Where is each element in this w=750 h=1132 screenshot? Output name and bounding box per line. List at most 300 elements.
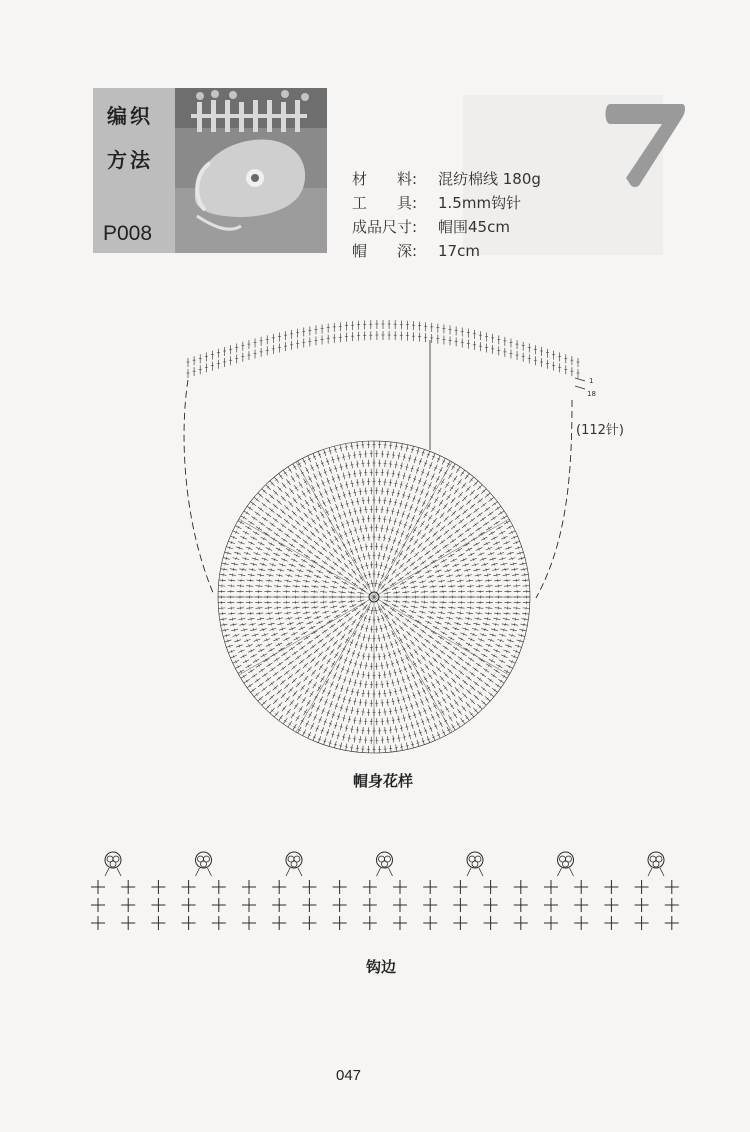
stitch-crossbar	[269, 664, 271, 667]
stitch-crossbar	[421, 669, 424, 671]
stitch-crossbar	[287, 657, 289, 659]
stitch-crossbar	[470, 658, 472, 661]
stitch-crossbar	[353, 701, 356, 702]
stitch-crossbar	[363, 556, 366, 557]
stitch-crossbar	[234, 629, 235, 632]
stitch-crossbar	[317, 517, 319, 519]
spec-size-value: 帽围45cm	[438, 218, 510, 236]
picot-icon	[286, 852, 302, 876]
stitch-crossbar	[443, 493, 445, 495]
stitch-crossbar	[345, 728, 348, 729]
stitch-crossbar	[423, 606, 424, 609]
stitch-crossbar	[289, 723, 292, 725]
stitch-crossbar	[415, 625, 417, 627]
stitch-crossbar	[348, 493, 351, 494]
stitch-crossbar	[482, 674, 484, 676]
stitch-crossbar	[234, 563, 235, 566]
stitch-crossbar	[324, 561, 326, 563]
stitch-crossbar	[418, 532, 420, 534]
stitch-crossbar	[339, 746, 342, 747]
stitch-crossbar	[354, 511, 357, 512]
stitch-crossbar	[306, 690, 308, 692]
stitch-crossbar	[414, 586, 415, 589]
stitch-crossbar	[430, 636, 432, 638]
stitch-crossbar	[315, 585, 316, 588]
stitch-crossbar	[351, 710, 354, 711]
stitch-crossbar	[306, 611, 307, 614]
stitch-crossbar	[299, 484, 302, 486]
band-side-left	[184, 380, 214, 595]
spec-size-label: 成品尺寸:	[352, 218, 418, 236]
stitch-crossbar	[462, 720, 464, 722]
stitch-crossbar	[310, 693, 313, 695]
picot-icon	[105, 852, 121, 876]
stitch-crossbar	[414, 605, 415, 608]
stitch-crossbar	[351, 483, 354, 484]
spec-material-label: 材 料:	[352, 170, 418, 188]
stitch-crossbar	[478, 617, 479, 620]
stitch-crossbar	[452, 652, 454, 654]
stitch-crossbar	[315, 606, 316, 609]
stitch-crossbar	[407, 645, 409, 647]
stitch-crossbar	[396, 562, 398, 564]
stitch-crossbar	[486, 623, 487, 626]
stitch-crossbar	[233, 623, 234, 626]
stitch-crossbar	[294, 540, 296, 542]
crown-caption: 帽身花样	[353, 772, 414, 790]
stitch-crossbar	[487, 574, 488, 577]
stitch-crossbar	[333, 605, 334, 608]
spec-depth-value: 17cm	[438, 242, 480, 260]
stitch-crossbar	[351, 591, 352, 594]
stitch-crossbar	[342, 457, 345, 458]
stitch-crossbar	[391, 682, 394, 683]
stitch-crossbar	[377, 619, 380, 620]
stitch-crossbar	[342, 476, 345, 477]
spec-tool-label: 工 具:	[352, 194, 418, 212]
stitch-crossbar	[406, 448, 409, 449]
stitch-crossbar	[430, 556, 432, 558]
stitch-crossbar	[345, 447, 348, 448]
stitch-crossbar	[328, 660, 330, 662]
stitch-count-label: (112针)	[576, 423, 624, 438]
band-side-right	[536, 400, 572, 598]
stitch-crossbar	[513, 563, 514, 566]
stitch-crossbar	[362, 656, 365, 657]
row-marker-bottom: 18	[587, 390, 596, 398]
stitch-crossbar	[469, 579, 470, 582]
stitch-crossbar	[340, 727, 343, 728]
stitch-crossbar	[309, 551, 311, 553]
stitch-crossbar	[403, 737, 406, 738]
stitch-crossbar	[292, 478, 294, 480]
stitch-crossbar	[397, 474, 400, 475]
stitch-crossbar	[345, 466, 348, 467]
spec-material-value: 混纺棉线 180g	[438, 170, 541, 188]
stitch-crossbar	[340, 467, 343, 468]
stitch-crossbar	[345, 709, 348, 710]
stitch-crossbar	[482, 518, 484, 520]
stitch-crossbar	[485, 522, 487, 525]
stitch-crossbar	[463, 539, 465, 542]
stitch-crossbar	[338, 645, 340, 647]
stitch-crossbar	[272, 668, 274, 670]
stitch-crossbar	[407, 547, 409, 549]
stitch-crossbar	[303, 699, 305, 701]
stitch-crossbar	[437, 551, 439, 553]
stitch-crossbar	[224, 623, 225, 626]
picot-icon	[558, 852, 574, 876]
stitch-crossbar	[487, 617, 488, 620]
stitch-crossbar	[365, 628, 368, 629]
stitch-crossbar	[224, 568, 225, 571]
stitch-crossbar	[459, 617, 460, 620]
stitch-crossbar	[261, 522, 263, 525]
stitch-crossbar	[478, 574, 479, 577]
stitch-crossbar	[432, 508, 434, 510]
stitch-crossbar	[386, 665, 389, 666]
stitch-crossbar	[429, 675, 431, 677]
stitch-crossbar	[360, 615, 362, 617]
stitch-crossbar	[348, 700, 351, 701]
stitch-crossbar	[284, 539, 286, 542]
stitch-crossbar	[335, 538, 338, 540]
stitch-crossbar	[407, 619, 409, 621]
stitch-crossbar	[368, 619, 371, 620]
stitch-crossbar	[505, 568, 506, 571]
stitch-crossbar	[389, 692, 392, 693]
stitch-crossbar	[225, 629, 226, 632]
stitch-crossbar	[435, 693, 438, 695]
stitch-crossbar	[354, 682, 357, 683]
stitch-crossbar	[324, 585, 325, 588]
stitch-crossbar	[354, 583, 356, 585]
label-line-1: 编织	[107, 104, 153, 128]
stitch-crossbar	[451, 705, 453, 707]
stitch-crossbar	[422, 630, 424, 632]
stitch-crossbar	[328, 532, 330, 534]
stitch-crossbar	[348, 474, 351, 475]
stitch-crossbar	[451, 487, 453, 489]
stitch-crossbar	[348, 719, 351, 720]
stitch-crossbar	[287, 579, 288, 582]
stitch-crossbar	[313, 508, 315, 510]
stitch-crossbar	[362, 538, 365, 539]
stitch-crossbar	[287, 481, 289, 483]
row-marker-top: 1	[589, 377, 594, 385]
stitch-crossbar	[397, 719, 400, 720]
stitch-crossbar	[389, 520, 392, 521]
stitch-crossbar	[454, 478, 456, 480]
stitch-crossbar	[261, 623, 262, 626]
stitch-crossbar	[389, 674, 392, 675]
stitch-crossbar	[524, 623, 525, 626]
stitch-crossbar	[347, 578, 349, 580]
stitch-crossbar	[397, 700, 400, 701]
stitch-crossbar	[357, 520, 360, 521]
stitch-crossbar	[400, 484, 403, 485]
stitch-crossbar	[462, 472, 464, 474]
stitch-crossbar	[302, 646, 304, 648]
stitch-crossbar	[392, 583, 394, 585]
stitch-crossbar	[289, 574, 290, 577]
stitch-crossbar	[324, 630, 326, 632]
stitch-crossbar	[278, 612, 279, 615]
stitch-crossbar	[287, 612, 288, 615]
stitch-crossbar	[468, 617, 469, 620]
edging-chart	[91, 852, 679, 930]
stitch-crossbar	[270, 574, 271, 577]
stitch-crossbar	[348, 456, 351, 457]
stitch-crossbar	[292, 714, 294, 716]
stitch-crossbar	[284, 720, 286, 722]
stitch-crossbar	[284, 472, 286, 474]
stitch-crossbar	[377, 574, 380, 575]
stitch-crossbar	[270, 617, 271, 620]
stitch-crossbar	[276, 658, 278, 661]
stitch-crossbar	[261, 669, 263, 672]
stitch-crossbar	[253, 674, 255, 677]
stitch-crossbar	[347, 614, 349, 616]
spec-depth-label: 帽 深:	[352, 242, 418, 260]
stitch-crossbar	[490, 679, 492, 681]
picot-icon	[648, 852, 664, 876]
stitch-crossbar	[339, 448, 342, 449]
edging-caption: 钩边	[366, 958, 397, 976]
stitch-crossbar	[422, 561, 424, 563]
stitch-crossbar	[351, 691, 354, 692]
stitch-crossbar	[324, 523, 327, 525]
stitch-crossbar	[257, 512, 259, 514]
stitch-crossbar	[359, 665, 362, 666]
stitch-crossbar	[446, 484, 449, 486]
stitch-crossbar	[278, 579, 279, 582]
stitch-crossbar	[331, 567, 333, 569]
stitch-crossbar	[394, 483, 397, 484]
stitch-crossbar	[460, 657, 462, 659]
stitch-crossbar	[351, 502, 354, 503]
stitch-crossbar	[451, 612, 452, 615]
stitch-crossbar	[433, 606, 434, 609]
stitch-crossbar	[306, 502, 308, 504]
picot-icon	[196, 852, 212, 876]
stitch-crossbar	[279, 663, 281, 665]
stitch-crossbar	[257, 679, 259, 681]
stitch-crossbar	[421, 523, 424, 525]
stitch-crossbar	[443, 699, 445, 701]
stitch-crossbar	[264, 674, 266, 676]
stitch-crossbar	[391, 511, 394, 512]
stitch-crossbar	[392, 609, 394, 611]
stitch-crossbar	[261, 568, 262, 571]
stitch-crossbar	[403, 476, 406, 477]
stitch-crossbar	[403, 457, 406, 458]
stitch-crossbar	[302, 545, 304, 547]
stitch-crossbar	[252, 623, 253, 626]
stitch-crossbar	[244, 563, 245, 566]
picot-icon	[377, 852, 393, 876]
stitch-crossbar	[349, 630, 351, 632]
stitch-crossbar	[396, 591, 397, 594]
stitch-crossbar	[244, 628, 245, 631]
stitch-crossbar	[400, 728, 403, 729]
stitch-crossbar	[351, 600, 352, 603]
stitch-crossbar	[383, 656, 386, 657]
crown-circle-chart	[218, 441, 530, 753]
stitch-crossbar	[423, 585, 424, 588]
stitch-crossbar	[469, 612, 470, 615]
stitch-crossbar	[490, 512, 492, 514]
stitch-crossbar	[339, 572, 341, 574]
stitch-crossbar	[253, 517, 255, 520]
stitch-crossbar	[475, 523, 477, 525]
stitch-crossbar	[475, 668, 477, 670]
stitch-crossbar	[294, 652, 296, 654]
stitch-crossbar	[405, 467, 408, 468]
stitch-crossbar	[360, 577, 362, 579]
stitch-crossbar	[357, 674, 360, 675]
stitch-crossbar	[460, 534, 462, 536]
stitch-crossbar	[260, 617, 261, 620]
stitch-crossbar	[429, 517, 431, 519]
stitch-crossbar	[279, 617, 280, 620]
stitch-crossbar	[389, 501, 392, 502]
stitch-crossbar	[415, 567, 417, 569]
stitch-crossbar	[359, 529, 362, 530]
stitch-crossbar	[458, 711, 460, 713]
stitch-crossbar	[295, 705, 297, 707]
stitch-crossbar	[504, 628, 505, 631]
stitch-crossbar	[276, 533, 278, 536]
stitch-crossbar	[394, 710, 397, 711]
row-arrow	[575, 378, 585, 389]
stitch-crossbar	[252, 568, 253, 571]
stitch-crossbar	[279, 574, 280, 577]
stitch-crossbar	[493, 517, 495, 520]
stitch-crossbar	[459, 574, 460, 577]
stitch-crossbar	[400, 466, 403, 467]
stitch-crossbar	[437, 641, 439, 643]
page-number: 047	[336, 1067, 362, 1084]
stitch-crossbar	[284, 653, 286, 656]
stitch-crossbar	[497, 617, 498, 620]
stitch-crossbar	[451, 580, 452, 583]
stitch-crossbar	[493, 674, 495, 677]
stitch-crossbar	[400, 614, 402, 616]
stitch-crossbar	[310, 499, 313, 501]
stitch-crossbar	[478, 528, 480, 531]
stitch-crossbar	[441, 580, 442, 583]
stitch-crossbar	[460, 579, 461, 582]
stitch-crossbar	[396, 630, 398, 632]
stitch-crossbar	[303, 493, 305, 495]
stitch-crossbar	[269, 528, 271, 531]
stitch-crossbar	[316, 636, 318, 638]
stitch-crossbar	[297, 612, 298, 615]
stitch-crossbar	[446, 708, 449, 710]
stitch-crossbar	[445, 545, 447, 547]
stitch-crossbar	[452, 540, 454, 542]
stitch-crossbar	[289, 617, 290, 620]
stitch-crossbar	[457, 723, 460, 725]
stitch-crossbar	[356, 501, 359, 502]
stitch-crossbar	[243, 568, 244, 571]
spec-tool-value: 1.5mm钩针	[438, 194, 522, 212]
stitch-crossbar	[405, 727, 408, 728]
stitch-crossbar	[513, 629, 514, 632]
stitch-crossbar	[467, 529, 469, 531]
stitch-crossbar	[225, 562, 226, 565]
stitch-crossbar	[279, 529, 281, 531]
stitch-crossbar	[382, 556, 385, 557]
stitch-crossbar	[504, 563, 505, 566]
stitch-crossbar	[309, 641, 311, 643]
stitch-crossbar	[495, 623, 496, 626]
stitch-crossbar	[407, 572, 409, 574]
stitch-crossbar	[497, 685, 499, 687]
stitch-crossbar	[394, 502, 397, 503]
stitch-crossbar	[440, 690, 442, 692]
stitch-crossbar	[397, 738, 400, 739]
stitch-crossbar	[353, 492, 356, 493]
stitch-crossbar	[396, 600, 397, 603]
stitch-crossbar	[246, 512, 248, 515]
stitch-crossbar	[394, 691, 397, 692]
stitch-crossbar	[363, 637, 366, 638]
stitch-crossbar	[289, 469, 292, 471]
stitch-crossbar	[299, 708, 302, 710]
stitch-crossbar	[342, 718, 345, 719]
stitch-crossbar	[458, 481, 460, 483]
stitch-crossbar	[500, 512, 502, 515]
stitch-crossbar	[251, 574, 252, 577]
stitch-crossbar	[470, 533, 472, 536]
stitch-crossbar	[445, 646, 447, 648]
stitch-crossbar	[500, 680, 502, 683]
stitch-crossbar	[497, 574, 498, 577]
stitch-crossbar	[380, 628, 383, 629]
stitch-crossbar	[386, 577, 388, 579]
stitch-crossbar	[386, 529, 389, 530]
stitch-crossbar	[349, 562, 351, 564]
stitch-crossbar	[523, 629, 524, 632]
stitch-crossbar	[324, 606, 325, 609]
stitch-crossbar	[335, 654, 338, 656]
stitch-crossbar	[440, 502, 442, 504]
stitch-crossbar	[383, 538, 386, 539]
stitch-crossbar	[435, 499, 438, 501]
stitch-crossbar	[295, 487, 297, 489]
stitch-crossbar	[463, 653, 465, 656]
stitch-crossbar	[313, 684, 315, 686]
stitch-crossbar	[486, 568, 487, 571]
stitch-crossbar	[382, 637, 385, 638]
stitch-crossbar	[272, 523, 274, 525]
stitch-crossbar	[249, 685, 251, 687]
stitch-crossbar	[400, 747, 403, 748]
stitch-crossbar	[433, 585, 434, 588]
stitch-crossbar	[260, 574, 261, 577]
stitch-crossbar	[495, 568, 496, 571]
stitch-crossbar	[485, 669, 487, 672]
pattern-code: P008	[103, 222, 153, 245]
stitch-crossbar	[497, 507, 499, 509]
stitch-crossbar	[523, 562, 524, 565]
stitch-crossbar	[365, 565, 368, 566]
stitch-crossbar	[243, 623, 244, 626]
stitch-crossbar	[457, 469, 460, 471]
stitch-crossbar	[410, 654, 413, 656]
